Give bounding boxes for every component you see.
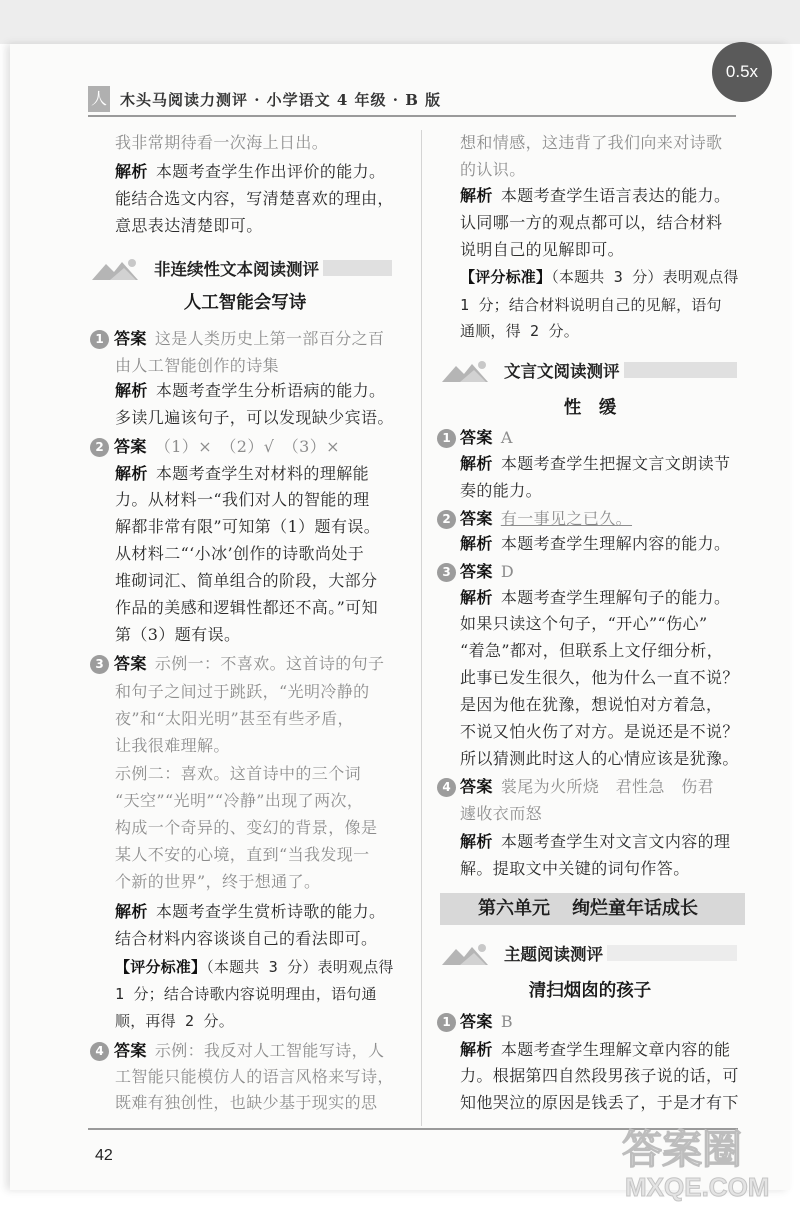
question-number: 4 xyxy=(437,778,456,797)
mountain-icon xyxy=(442,941,498,965)
analysis-label: 解析 xyxy=(460,186,493,205)
answer-label: 答案 xyxy=(460,1012,493,1031)
analysis-line: 此事已发生很久，他为什么一直不说？ xyxy=(460,668,739,687)
answer-line: “天空”“光明”“冷静”出现了两次， xyxy=(115,791,364,810)
answer-line: 的认识。 xyxy=(460,160,526,179)
viewer-top-bar xyxy=(0,0,800,44)
answer-label: 答案 xyxy=(460,509,493,528)
mountain-icon xyxy=(92,256,148,280)
analysis-label: 解析 xyxy=(460,1040,493,1059)
answer-line: 让我很难理解。 xyxy=(115,736,230,755)
page-number: 42 xyxy=(95,1147,113,1164)
analysis-line: 解析 本题考查学生理解句子的能力。 xyxy=(460,588,731,607)
answer-line: 示例二：喜欢。这首诗中的三个词 xyxy=(115,764,362,783)
section-header-nonlinear-text xyxy=(92,256,392,280)
analysis-line: 解析 本题考查学生赏析诗歌的能力。 xyxy=(115,902,386,921)
analysis-line: 是因为他在犹豫，想说怕对方着急， xyxy=(460,695,723,714)
section-title: 非连续性文本阅读测评 xyxy=(154,260,319,279)
header-rule xyxy=(88,115,736,117)
analysis-line: 解。提取文中关键的词句作答。 xyxy=(460,859,690,878)
answer-label: 答案 xyxy=(114,437,147,456)
answer-line: 由人工智能创作的诗集 xyxy=(115,356,280,375)
analysis-label: 解析 xyxy=(115,162,148,181)
scoring-label: 【评分标准】 xyxy=(115,958,207,976)
question-row: 2 答案 （1）× （2）√ （3）× xyxy=(90,436,340,458)
question-row: 3 答案 示例一：不喜欢。这首诗的句子 xyxy=(90,653,384,675)
analysis-line: 力。从材料一“我们对人的智能的理 xyxy=(115,490,370,509)
analysis-line: 说明自己的见解即可。 xyxy=(460,240,625,259)
analysis-label: 解析 xyxy=(460,832,493,851)
answer-label: 答案 xyxy=(114,654,147,673)
column-divider xyxy=(421,130,422,1126)
question-row: 1 答案 A xyxy=(437,427,513,449)
analysis-line: 能结合选文内容，写清楚喜欢的理由， xyxy=(115,189,394,208)
analysis-line: 解析 本题考查学生分析语病的能力。 xyxy=(115,381,386,400)
unit-label: 第六单元 xyxy=(478,898,550,919)
answer-line: 某人不安的心境，直到“当我发现一 xyxy=(115,845,370,864)
mountain-icon xyxy=(442,358,498,382)
analysis-line: 意思表达清楚即可。 xyxy=(115,216,263,235)
answer-line: 工智能只能模仿人的语言风格来写诗， xyxy=(115,1067,394,1086)
analysis-line: 第（3）题有误。 xyxy=(115,625,241,644)
question-row: 4 答案 裳尾为火所烧 君性急 伤君 xyxy=(437,776,714,798)
answer-line: 想和情感，这违背了我们向来对诗歌 xyxy=(460,133,723,152)
question-row: 2 答案 有一事见之已久。 xyxy=(437,508,632,530)
answer-line: 和句子之间过于跳跃，“光明冷静的 xyxy=(115,682,370,701)
question-number: 1 xyxy=(90,330,109,349)
analysis-label: 解析 xyxy=(115,464,148,483)
analysis-line: 力。根据第四自然段男孩子说的话，可 xyxy=(460,1066,739,1085)
scoring-label: 【评分标准】 xyxy=(460,268,552,286)
analysis-line: 奏的能力。 xyxy=(460,481,543,500)
answer-label: 答案 xyxy=(114,329,147,348)
answer-line: 构成一个奇异的、变幻的背景，像是 xyxy=(115,818,378,837)
analysis-line: 解析 本题考查学生作出评价的能力。 xyxy=(115,162,386,181)
answer-line: 个新的世界”，终于想通了。 xyxy=(115,872,321,891)
analysis-line: 解析 本题考查学生语言表达的能力。 xyxy=(460,186,731,205)
analysis-line: “着急”都对，但联系上文仔细分析， xyxy=(460,641,724,660)
question-row: 3 答案 D xyxy=(437,561,514,583)
article-title: 人工智能会写诗 xyxy=(183,293,307,313)
analysis-line: 解析 本题考查学生对文言文内容的理 xyxy=(460,832,731,851)
section-header-theme-reading xyxy=(442,941,737,965)
article-title: 清扫烟囱的孩子 xyxy=(528,981,652,1001)
analysis-line: 堆砌词汇、简单组合的阶段，大部分 xyxy=(115,571,378,590)
answer-line: 我非常期待看一次海上日出。 xyxy=(115,133,329,152)
answer-label: 答案 xyxy=(460,777,493,796)
analysis-line: 解析 本题考查学生理解内容的能力。 xyxy=(460,534,731,553)
scoring-line: 【评分标准】（本题共 3 分）表明观点得 xyxy=(115,958,394,976)
analysis-line: 解析 本题考查学生把握文言文朗读节 xyxy=(460,454,731,473)
section-title: 文言文阅读测评 xyxy=(504,362,620,381)
question-number: 2 xyxy=(90,438,109,457)
answer-label: 答案 xyxy=(114,1041,147,1060)
scoring-line: 【评分标准】（本题共 3 分）表明观点得 xyxy=(460,268,739,286)
analysis-line: 解析 本题考查学生理解文章内容的能 xyxy=(460,1040,731,1059)
analysis-line: 不说又怕火伤了对方。是说还是不说？ xyxy=(460,722,739,741)
watermark-domain: MXQE.COM xyxy=(625,1172,770,1202)
scoring-line: 顺，再得 2 分。 xyxy=(115,1012,234,1030)
header-title: 木头马阅读力测评 · 小学语文 4 年级 · B 版 xyxy=(120,91,442,109)
analysis-line: 从材料二“‘小冰’创作的诗歌尚处于 xyxy=(115,544,365,563)
analysis-line: 解都非常有限”可知第（1）题有误。 xyxy=(115,517,381,536)
scoring-line: 1 分；结合诗歌内容说明理由，语句通 xyxy=(115,985,377,1003)
watermark-logo: 答案圈 xyxy=(622,1127,742,1173)
unit-header xyxy=(440,893,745,925)
scoring-line: 通顺，得 2 分。 xyxy=(460,322,579,340)
scoring-line: 1 分；结合材料说明自己的见解，语句 xyxy=(460,296,722,314)
analysis-line: 认同哪一方的观点都可以，结合材料 xyxy=(460,213,723,232)
analysis-line: 如果只读这个句子，“开心”“伤心” xyxy=(460,614,708,633)
question-number: 4 xyxy=(90,1042,109,1061)
analysis-label: 解析 xyxy=(460,534,493,553)
answer-label: 答案 xyxy=(460,562,493,581)
zoom-level-badge[interactable]: 0.5x xyxy=(712,42,772,102)
answer-line: 既难有独创性，也缺少基于现实的思 xyxy=(115,1093,378,1112)
section-title: 主题阅读测评 xyxy=(504,945,603,964)
analysis-line: 结合材料内容谈谈自己的看法即可。 xyxy=(115,929,378,948)
question-number: 3 xyxy=(90,655,109,674)
analysis-label: 解析 xyxy=(115,902,148,921)
question-number: 1 xyxy=(437,1013,456,1032)
question-row: 4 答案 示例：我反对人工智能写诗，人 xyxy=(90,1040,384,1062)
analysis-line: 知他哭泣的原因是钱丢了，于是才有下 xyxy=(460,1093,739,1112)
analysis-label: 解析 xyxy=(460,454,493,473)
analysis-label: 解析 xyxy=(460,588,493,607)
analysis-line: 多读几遍该句子，可以发现缺少宾语。 xyxy=(115,408,394,427)
question-number: 2 xyxy=(437,510,456,529)
question-row: 1 答案 这是人类历史上第一部百分之百 xyxy=(90,328,384,350)
question-number: 1 xyxy=(437,429,456,448)
question-number: 3 xyxy=(437,563,456,582)
analysis-line: 解析 本题考查学生对材料的理解能 xyxy=(115,464,370,483)
answer-label: 答案 xyxy=(460,428,493,447)
article-title: 性 缓 xyxy=(563,398,617,418)
answer-line: 遽收衣而怒 xyxy=(460,804,543,823)
analysis-line: 作品的美感和逻辑性都还不高。”可知 xyxy=(115,598,378,617)
analysis-line: 所以猜测此时这人的心情应该是犹豫。 xyxy=(460,749,739,768)
question-row: 1 答案 B xyxy=(437,1011,513,1033)
header-tab-icon: 人 xyxy=(88,86,110,112)
unit-title: 绚烂童年话成长 xyxy=(572,898,698,919)
analysis-label: 解析 xyxy=(115,381,148,400)
answer-line: 夜”和“太阳光明”甚至有些矛盾， xyxy=(115,709,354,728)
section-header-classical-chinese xyxy=(442,358,737,382)
